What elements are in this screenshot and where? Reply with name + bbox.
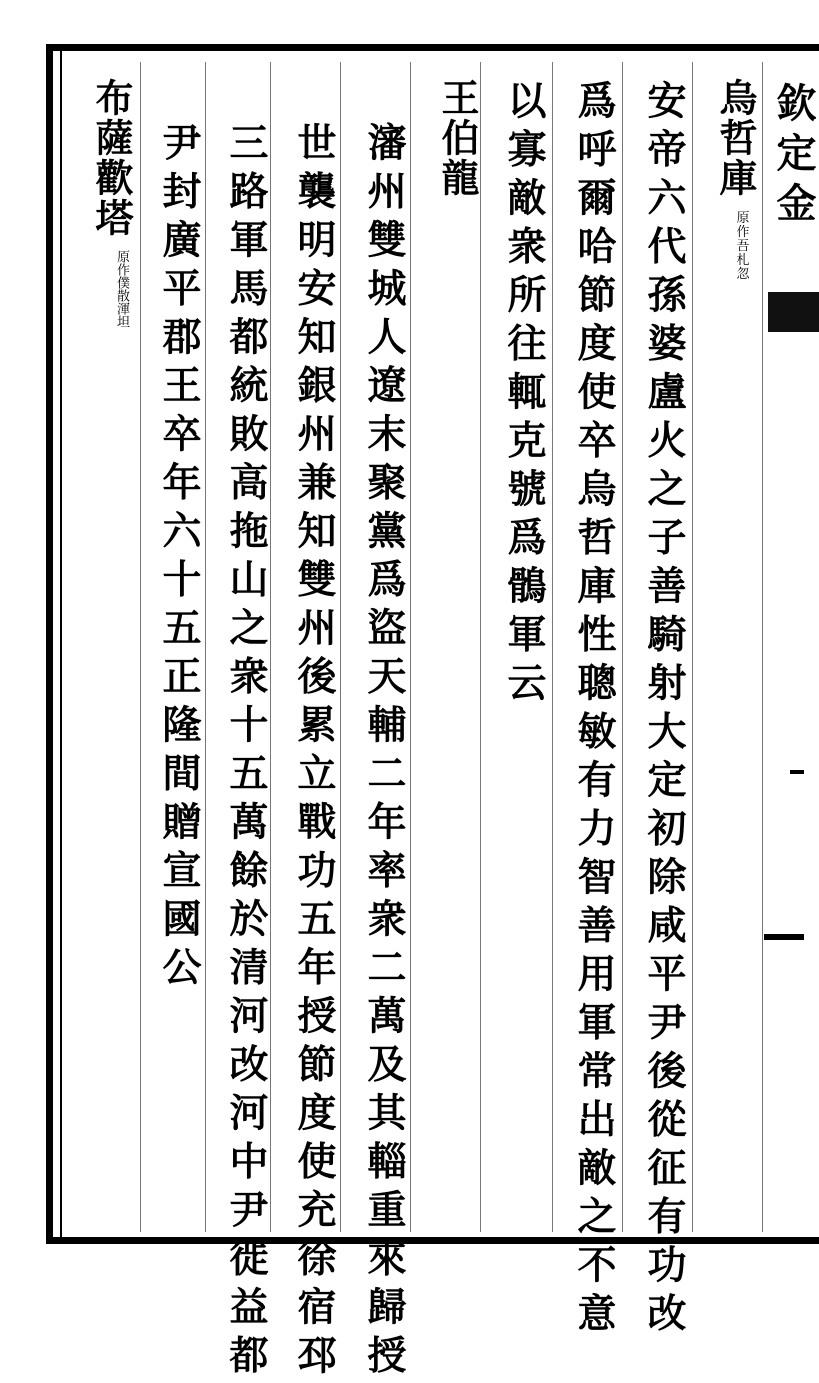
heading-note: 原作吾札忽 <box>736 211 750 282</box>
edge-text: 欽定金 <box>770 82 817 232</box>
text-column <box>212 122 270 1383</box>
column-text: 爲呼爾哈節度使卒烏哲庫性聰敏有力智善用軍常出敵之不意 <box>571 80 617 1341</box>
column-rule <box>340 62 341 1232</box>
frame-left-border <box>46 44 53 1244</box>
text-column <box>350 122 408 1383</box>
text-column <box>145 122 203 995</box>
frame-inner-border <box>60 51 62 1237</box>
edge-mark <box>764 934 804 940</box>
column-text: 以寡敵衆所往輒克號爲鶻軍云 <box>501 80 547 711</box>
column-rule <box>410 62 411 1232</box>
column-rule <box>622 62 623 1232</box>
column-rule <box>140 62 141 1232</box>
column-text: 安帝六代孫婆盧火之子善騎射大定初除咸平尹後從征有功改 <box>641 80 687 1341</box>
text-column <box>280 122 338 1383</box>
heading-text: 布薩歡塔 <box>89 78 134 238</box>
text-column <box>490 80 548 711</box>
text-column <box>560 80 618 1341</box>
column-rule <box>762 62 763 1232</box>
column-text: 三路軍馬都統敗高拖山之衆十五萬餘於清河改河中尹徙益都 <box>223 122 269 1383</box>
column-rule <box>205 62 206 1232</box>
column-rule <box>552 62 553 1232</box>
frame-bottom-border <box>46 1237 819 1244</box>
heading-wu-zhe-ku <box>700 78 758 198</box>
frame-top-border <box>46 44 819 51</box>
column-rule <box>692 62 693 1232</box>
text-column <box>630 80 688 1341</box>
heading-wang-bo-long <box>422 78 480 198</box>
heading-text: 王伯龍 <box>435 78 480 198</box>
heading-text: 烏哲庫 <box>713 78 758 198</box>
adjacent-page-edge <box>764 52 819 1237</box>
heading-note: 原作僕散渾坦 <box>114 250 129 328</box>
column-text: 尹封廣平郡王卒年六十五正隆間贈宣國公 <box>156 122 202 995</box>
edge-fishtail-mark <box>768 292 819 332</box>
edge-mark <box>790 770 804 774</box>
column-text: 瀋州雙城人遼末聚黨爲盜天輔二年率衆二萬及其輜重來歸授 <box>361 122 407 1383</box>
column-text: 世襲明安知銀州兼知雙州後累立戰功五年授節度使充徐宿邳 <box>291 122 337 1383</box>
column-rule <box>270 62 271 1232</box>
heading-busa-huanta <box>76 78 134 238</box>
column-rule <box>480 62 481 1232</box>
